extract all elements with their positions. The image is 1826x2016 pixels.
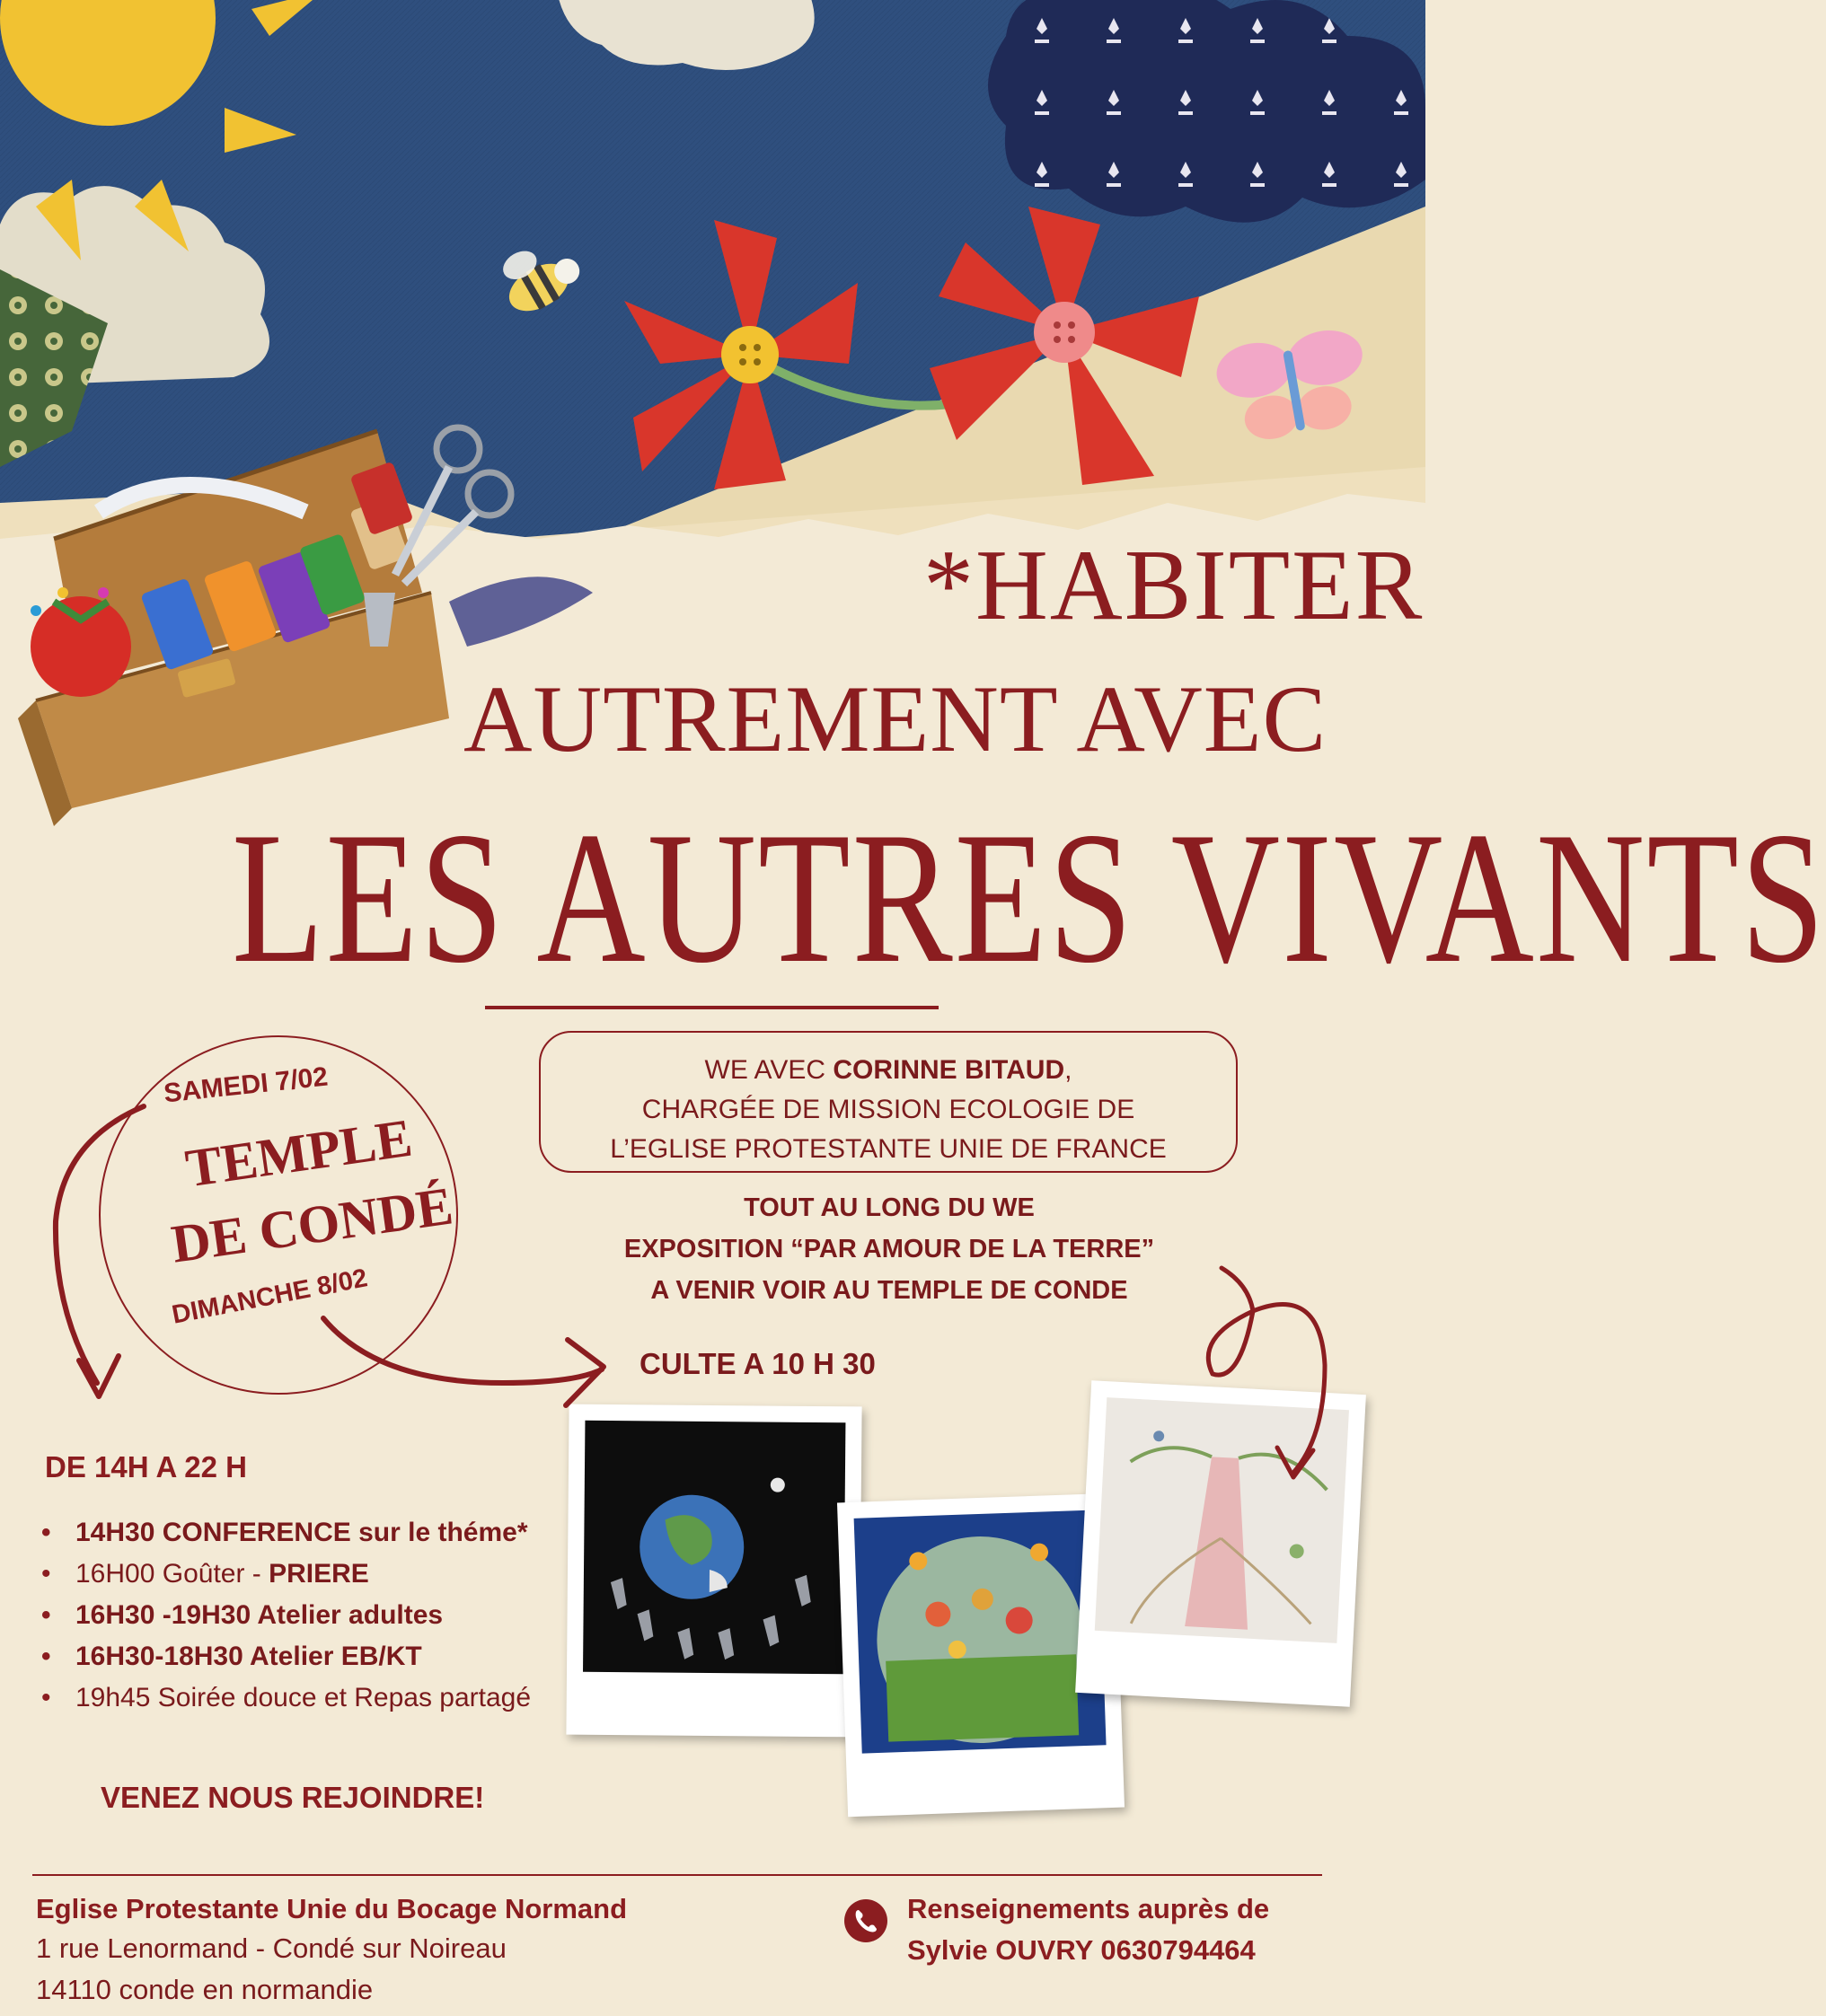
speaker-info-box: [539, 1031, 1238, 1173]
organization-name: Eglise Protestante Unie du Bocage Normand: [36, 1893, 628, 1924]
schedule-item-emphasis: PRIERE: [269, 1559, 369, 1589]
photo-painted-earth: [566, 1404, 861, 1738]
stamp-place-line-1: TEMPLE: [181, 1107, 416, 1199]
exhibition-line-2: EXPOSITION “PAR AMOUR DE LA TERRE”: [623, 1235, 1155, 1263]
organization-street: 1 rue Lenormand - Condé sur Noireau: [36, 1932, 507, 1964]
embroidered-tree-image: [1095, 1397, 1349, 1643]
title-divider: [485, 1006, 939, 1009]
exhibition-line-3: A VENIR VOIR AU TEMPLE DE CONDE: [650, 1276, 1128, 1305]
speaker-line: [541, 1051, 1236, 1090]
schedule-item-text: 14H30 CONFERENCE sur le théme*: [75, 1518, 528, 1547]
schedule-item: [41, 1595, 580, 1636]
schedule-item-text: 16H30 -19H30 Atelier adultes: [75, 1600, 444, 1630]
title-line-3: LES AUTRES VIVANTS: [232, 793, 1826, 1003]
footer-divider: [32, 1874, 1322, 1876]
title-line-2: AUTREMENT AVEC: [463, 666, 1328, 771]
schedule-item: [41, 1512, 580, 1554]
stamp-place-line-2: DE CONDÉ: [167, 1175, 457, 1274]
painted-earth-image: [583, 1421, 845, 1675]
schedule-item: [41, 1677, 580, 1719]
speaker-role-line: CHARGÉE DE MISSION ECOLOGIE DE: [641, 1095, 1135, 1124]
contact-line-1: Renseignements auprès de: [907, 1893, 1270, 1924]
schedule-item: [41, 1554, 580, 1595]
speaker-prefix: WE AVEC: [704, 1055, 834, 1085]
embroidered-meadow-image: [854, 1510, 1107, 1753]
schedule-item-text: 16H00 Goûter -: [75, 1559, 269, 1589]
schedule-heading: DE 14H A 22 H: [45, 1450, 247, 1483]
schedule-item: [41, 1636, 580, 1677]
phone-icon: [844, 1899, 887, 1942]
schedule-item-text: 19h45 Soirée douce et Repas partagé: [75, 1683, 532, 1712]
organization-city: 14110 conde en normandie: [36, 1974, 374, 2005]
speaker-org-line: L’EGLISE PROTESTANTE UNIE DE FRANCE: [610, 1134, 1167, 1164]
exhibition-line-1: TOUT AU LONG DU WE: [744, 1193, 1035, 1222]
stamp-day-saturday: SAMEDI 7/02: [162, 1061, 330, 1109]
schedule-list: [41, 1512, 580, 1719]
worship-time: CULTE A 10 H 30: [640, 1347, 876, 1380]
stamp-day-sunday: DIMANCHE 8/02: [169, 1263, 370, 1330]
call-to-action: VENEZ NOUS REJOINDRE!: [101, 1781, 485, 1814]
speaker-name: CORINNE BITAUD: [833, 1055, 1065, 1085]
exhibition-notice: [575, 1187, 1204, 1311]
speaker-suffix: ,: [1064, 1055, 1072, 1085]
sewing-box-illustration: [0, 377, 611, 853]
photo-embroidered-tree: [1075, 1380, 1366, 1707]
schedule-item-text: 16H30-18H30 Atelier EB/KT: [75, 1642, 422, 1671]
contact-line-2: Sylvie OUVRY 0630794464: [907, 1934, 1256, 1966]
title-line-1: *HABITER: [923, 530, 1425, 641]
